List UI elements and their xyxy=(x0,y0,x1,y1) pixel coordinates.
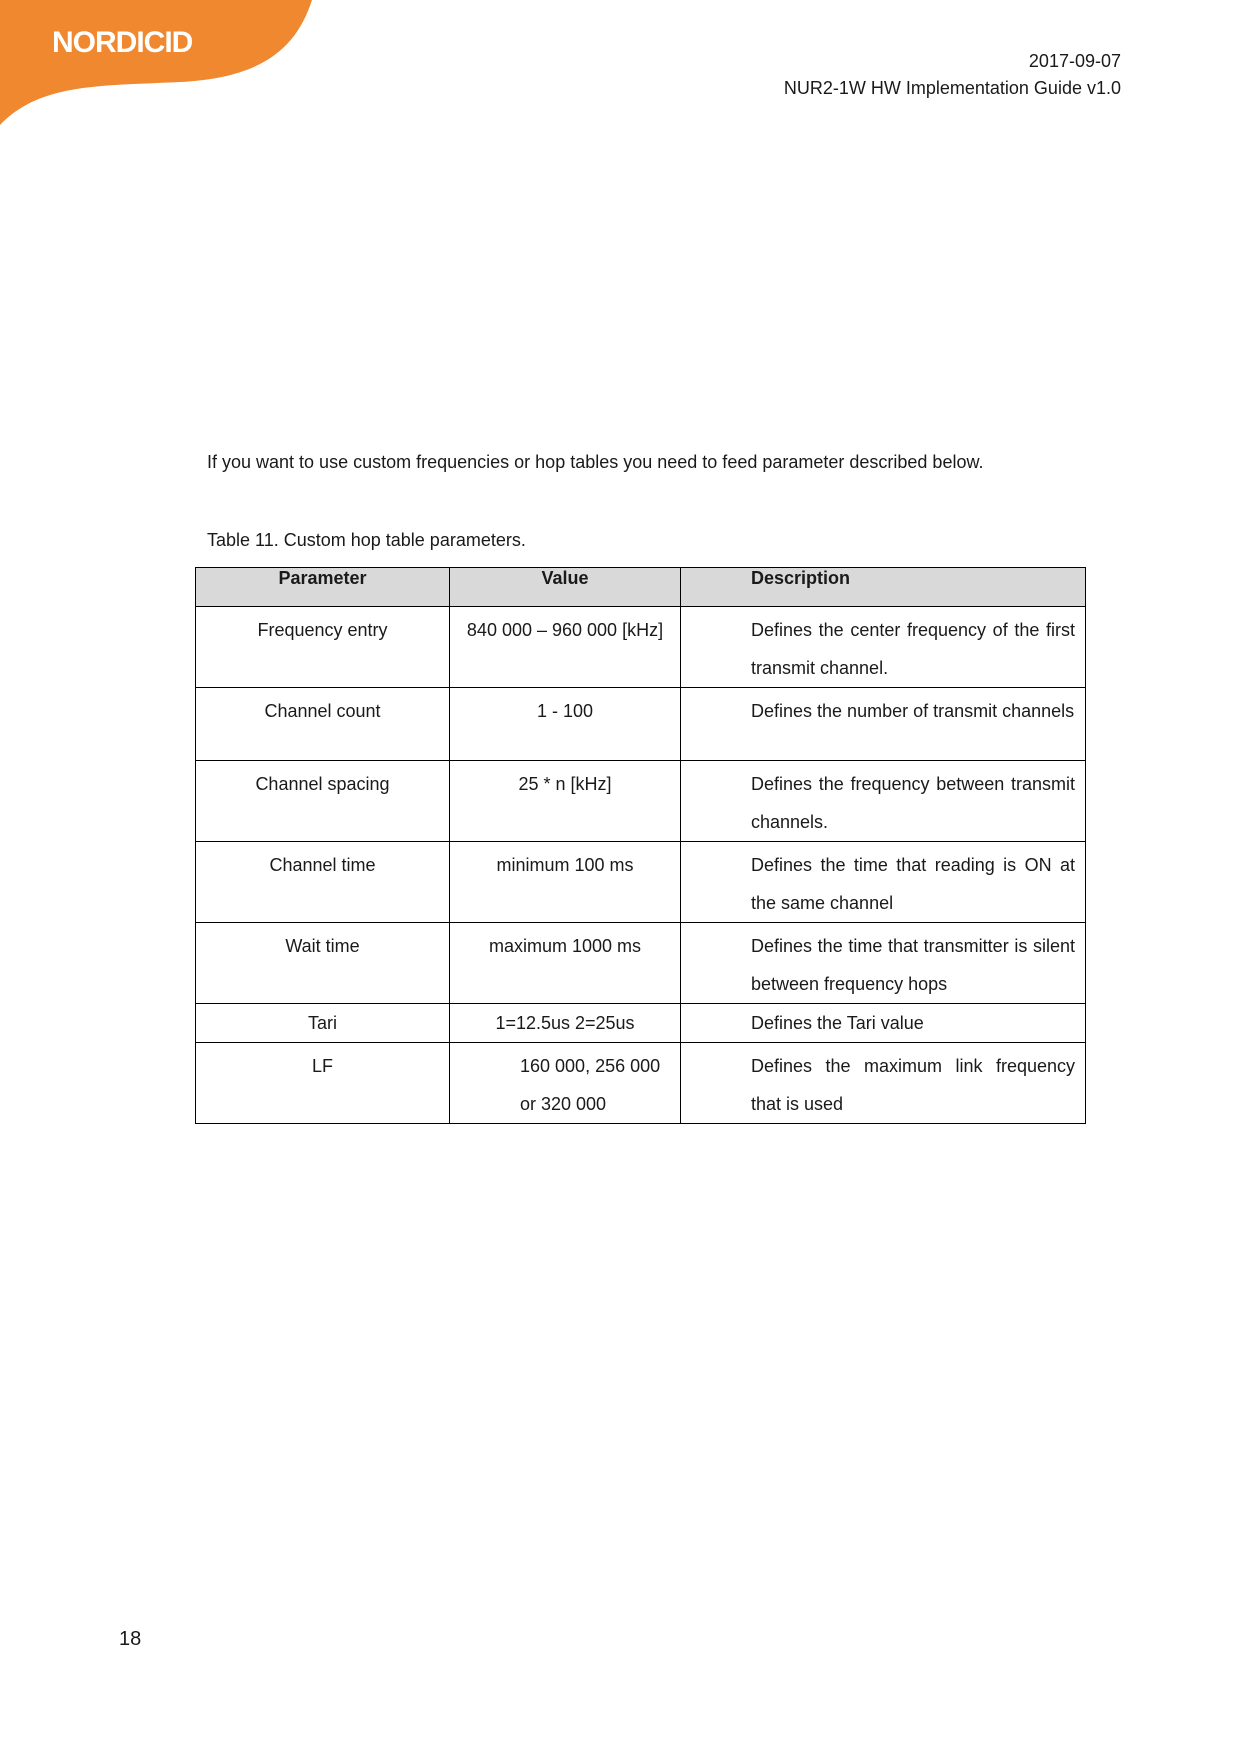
cell-description: Defines the maximum link frequency that is used xyxy=(681,1043,1086,1124)
cell-parameter: Channel time xyxy=(196,842,450,923)
table-row xyxy=(196,761,1086,842)
cell-description: Defines the time that reading is ON at the same channel xyxy=(681,842,1086,923)
table-row xyxy=(196,1004,1086,1043)
custom-hop-table xyxy=(195,567,1086,1124)
cell-value: 1 - 100 xyxy=(450,688,681,761)
cell-description: Defines the frequency between transmit channels. xyxy=(681,761,1086,842)
header-parameter: Parameter xyxy=(196,568,450,607)
cell-description: Defines the center frequency of the first transmit channel. xyxy=(681,607,1086,688)
cell-description: Defines the Tari value xyxy=(681,1004,1086,1043)
table-header-row xyxy=(196,568,1086,607)
table-row xyxy=(196,1043,1086,1124)
table-row xyxy=(196,923,1086,1004)
intro-paragraph: If you want to use custom frequencies or hop tables you need to feed parameter described below. xyxy=(207,452,984,472)
document-title: NUR2-1W HW Implementation Guide v1.0 xyxy=(783,78,1121,98)
header-description: Description xyxy=(681,568,1086,607)
cell-parameter: Channel spacing xyxy=(196,761,450,842)
cell-parameter: LF xyxy=(196,1043,450,1124)
cell-parameter: Tari xyxy=(196,1004,450,1043)
cell-value: 25 * n [kHz] xyxy=(450,761,681,842)
nordicid-logo: NORDICID xyxy=(52,26,193,59)
cell-value: 160 000, 256 000 or 320 000 xyxy=(450,1043,681,1124)
page-header xyxy=(784,48,1121,102)
cell-parameter: Frequency entry xyxy=(196,607,450,688)
table-caption: Table 11. Custom hop table parameters. xyxy=(207,530,526,550)
cell-description: Defines the time that transmitter is silent between frequency hops xyxy=(681,923,1086,1004)
cell-value: maximum 1000 ms xyxy=(450,923,681,1004)
page-number: 18 xyxy=(119,1628,142,1650)
cell-value: 1=12.5us 2=25us xyxy=(450,1004,681,1043)
logo-background-shape xyxy=(0,0,320,130)
table-row xyxy=(196,607,1086,688)
table-row xyxy=(196,842,1086,923)
document-date: 2017-09-07 xyxy=(1028,51,1121,71)
header-value: Value xyxy=(450,568,681,607)
cell-value: minimum 100 ms xyxy=(450,842,681,923)
cell-parameter: Channel count xyxy=(196,688,450,761)
cell-value: 840 000 – 960 000 [kHz] xyxy=(450,607,681,688)
table-row xyxy=(196,688,1086,761)
cell-parameter: Wait time xyxy=(196,923,450,1004)
cell-description: Defines the number of transmit channels xyxy=(681,688,1086,761)
